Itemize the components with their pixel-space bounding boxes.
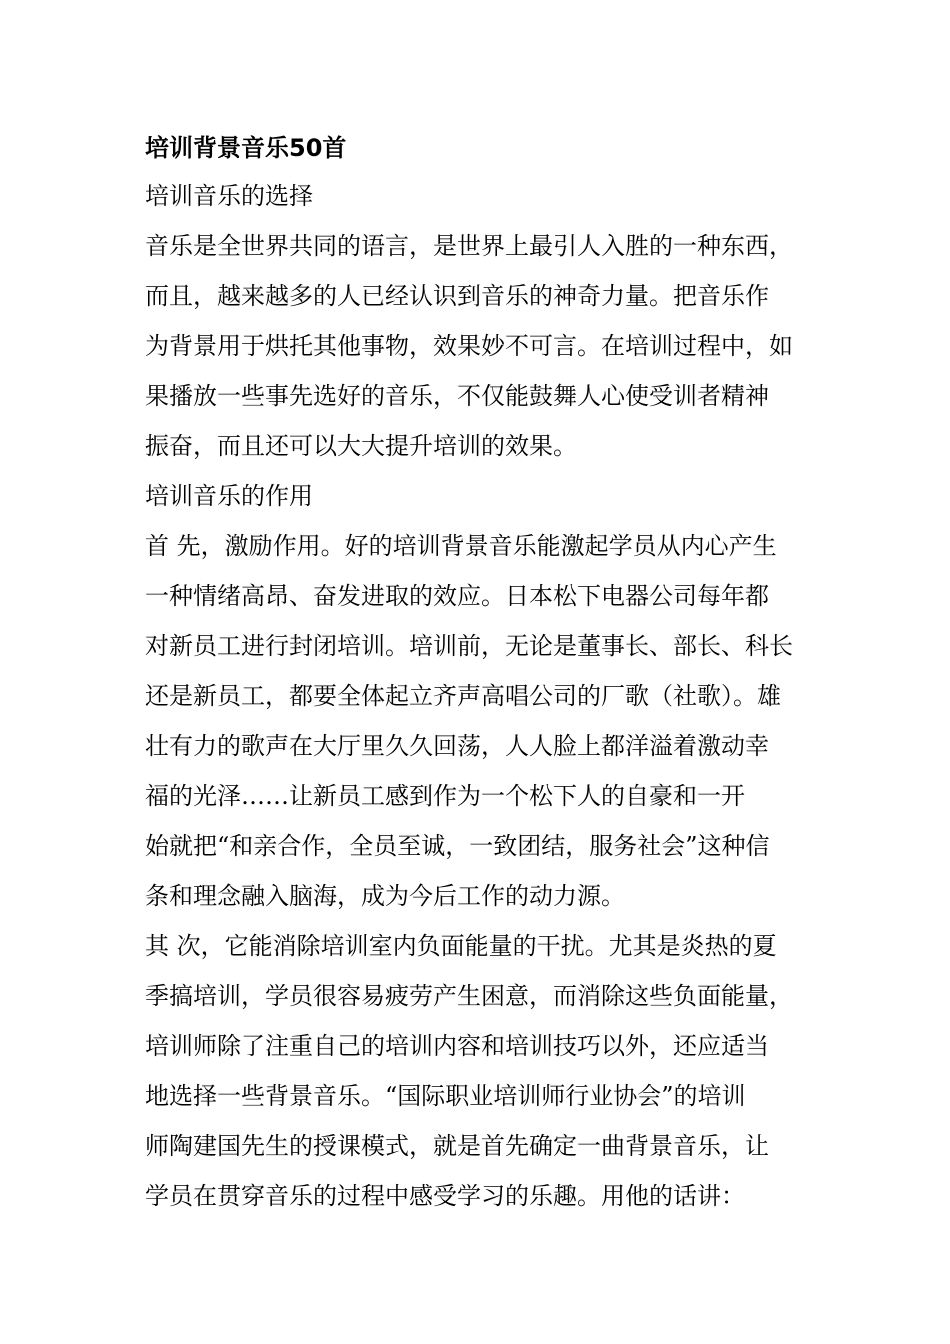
- paragraph-line: 条和理念融入脑海，成为今后工作的动力源。: [145, 882, 625, 910]
- paragraph-line: 培训师除了注重自己的培训内容和培训技巧以外，还应适当: [145, 1032, 769, 1060]
- paragraph-line: 为背景用于烘托其他事物，效果妙不可言。在培训过程中，如: [145, 332, 793, 360]
- paragraph-line: 始就把“和亲合作，全员至诚，一致团结，服务社会”这种信: [145, 832, 770, 860]
- section-heading-selection: 培训音乐的选择: [145, 182, 313, 210]
- paragraph-line: 对新员工进行封闭培训。培训前，无论是董事长、部长、科长: [145, 632, 793, 660]
- paragraph-line: 首 先，激励作用。好的培训背景音乐能激起学员从内心产生: [145, 532, 777, 560]
- paragraph-line: 一种情绪高昂、奋发进取的效应。日本松下电器公司每年都: [145, 582, 769, 610]
- section-heading-function: 培训音乐的作用: [145, 482, 313, 510]
- paragraph-line: 而且，越来越多的人已经认识到音乐的神奇力量。把音乐作: [145, 282, 769, 310]
- document-title: 培训背景音乐50首: [145, 134, 347, 162]
- paragraph-line: 音乐是全世界共同的语言，是世界上最引人入胜的一种东西，: [145, 232, 793, 260]
- paragraph-second-effect: [145, 921, 835, 1221]
- paragraph-first-effect: [145, 521, 835, 921]
- paragraph-line: 壮有力的歌声在大厅里久久回荡，人人脸上都洋溢着激动幸: [145, 732, 769, 760]
- paragraph-line: 福的光泽……让新员工感到作为一个松下人的自豪和一开: [145, 782, 745, 810]
- paragraph-line: 振奋，而且还可以大大提升培训的效果。: [145, 432, 577, 460]
- paragraph-line: 还是新员工，都要全体起立齐声高唱公司的厂歌（社歌）。雄: [145, 682, 781, 710]
- document-page: [145, 125, 835, 1221]
- paragraph-line: 果播放一些事先选好的音乐，不仅能鼓舞人心使受训者精神: [145, 382, 769, 410]
- paragraph-line: 地选择一些背景音乐。“国际职业培训师行业协会”的培训: [145, 1082, 746, 1110]
- paragraph-line: 学员在贯穿音乐的过程中感受学习的乐趣。用他的话讲：: [145, 1182, 745, 1210]
- paragraph-line: 师陶建国先生的授课模式，就是首先确定一曲背景音乐，让: [145, 1132, 769, 1160]
- paragraph-line: 其 次，它能消除培训室内负面能量的干扰。尤其是炎热的夏: [145, 932, 777, 960]
- paragraph-intro: [145, 221, 835, 471]
- paragraph-line: 季搞培训，学员很容易疲劳产生困意，而消除这些负面能量，: [145, 982, 793, 1010]
